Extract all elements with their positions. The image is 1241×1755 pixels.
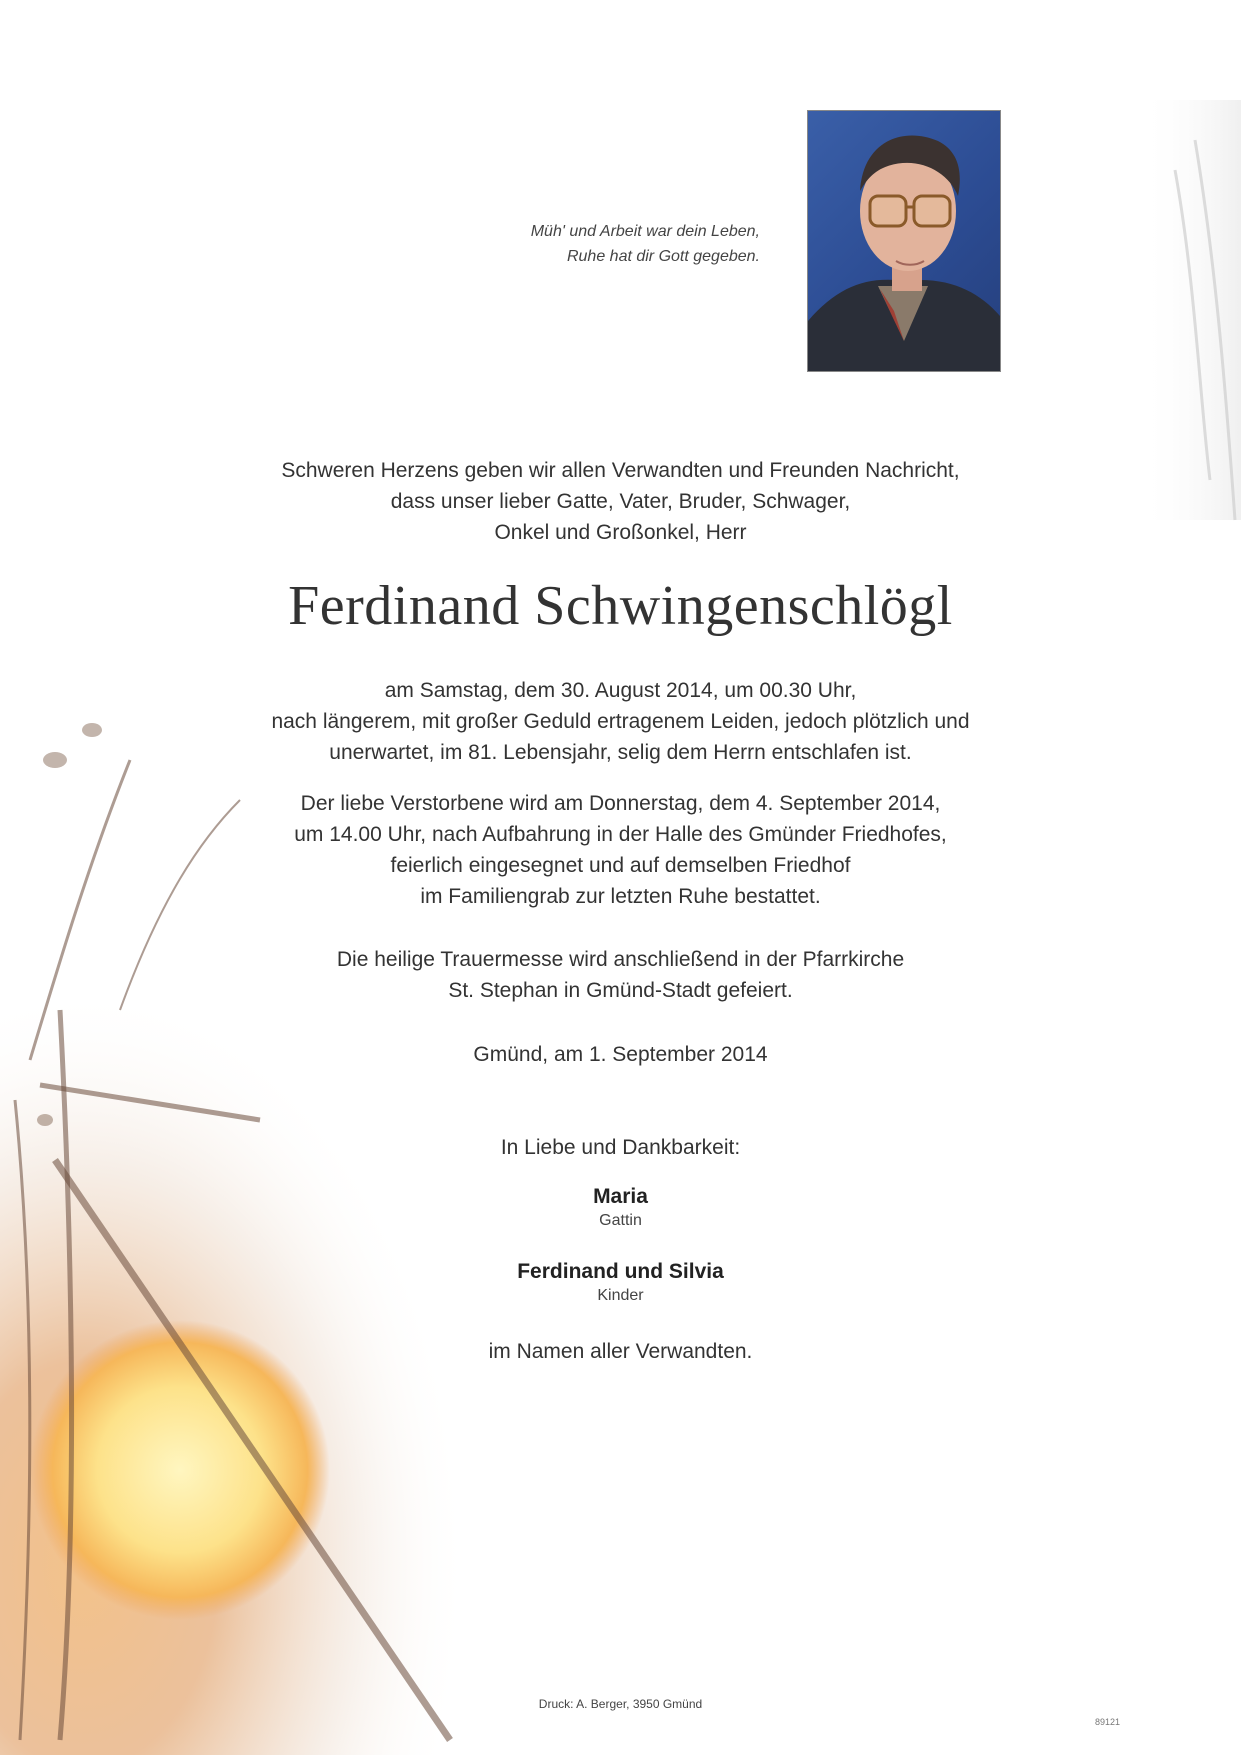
closing-line: im Namen aller Verwandten.	[488, 1340, 753, 1363]
survivor-role: Kinder	[597, 1287, 644, 1304]
survivor-entry	[0, 1183, 1241, 1231]
deceased-name: Ferdinand Schwingenschlögl	[288, 575, 953, 637]
intro-line-2: dass unser lieber Gatte, Vater, Bruder, Schwager,	[390, 490, 851, 513]
intro-line-3: Onkel und Großonkel, Herr	[494, 521, 747, 544]
thanks-line: In Liebe und Dankbarkeit:	[500, 1136, 741, 1159]
funeral-details	[0, 788, 1241, 912]
survivor-name: Maria	[593, 1185, 648, 1208]
death-notice-line-3: unerwartet, im 81. Lebensjahr, selig dem Herrn entschlafen ist.	[329, 741, 912, 764]
funeral-line-4: im Familiengrab zur letzten Ruhe bestattet.	[420, 885, 821, 908]
print-code: 89121	[1095, 1717, 1121, 1727]
funeral-line-1: Der liebe Verstorbene wird am Donnerstag, dem 4. September 2014,	[300, 792, 941, 815]
quote-line-2: Ruhe hat dir Gott gegeben.	[566, 248, 760, 265]
mass-line-2: St. Stephan in Gmünd-Stadt gefeiert.	[448, 979, 793, 1002]
survivor-entry	[0, 1258, 1241, 1306]
survivor-role: Gattin	[599, 1212, 642, 1229]
announcement-intro	[0, 455, 1241, 548]
mass-details	[0, 944, 1241, 1006]
printer-credit: Druck: A. Berger, 3950 Gmünd	[538, 1697, 703, 1711]
mass-line-1: Die heilige Trauermesse wird anschließend in der Pfarrkirche	[336, 948, 905, 971]
death-notice	[0, 675, 1241, 768]
death-notice-line-2: nach längerem, mit großer Geduld ertragenem Leiden, jedoch plötzlich und	[271, 710, 970, 733]
quote-line-1: Müh' und Arbeit war dein Leben,	[530, 223, 760, 240]
funeral-line-3: feierlich eingesegnet und auf demselben Friedhof	[390, 854, 851, 877]
survivor-name: Ferdinand und Silvia	[517, 1260, 724, 1283]
place-date: Gmünd, am 1. September 2014	[473, 1043, 768, 1066]
death-notice-line-1: am Samstag, dem 30. August 2014, um 00.30 Uhr,	[384, 679, 857, 702]
portrait-photo	[807, 110, 1001, 372]
funeral-line-2: um 14.00 Uhr, nach Aufbahrung in der Halle des Gmünder Friedhofes,	[294, 823, 947, 846]
portrait-illustration	[808, 111, 1000, 371]
epigraph-quote	[160, 219, 760, 269]
intro-line-1: Schweren Herzens geben wir allen Verwandten und Freunden Nachricht,	[281, 459, 960, 482]
